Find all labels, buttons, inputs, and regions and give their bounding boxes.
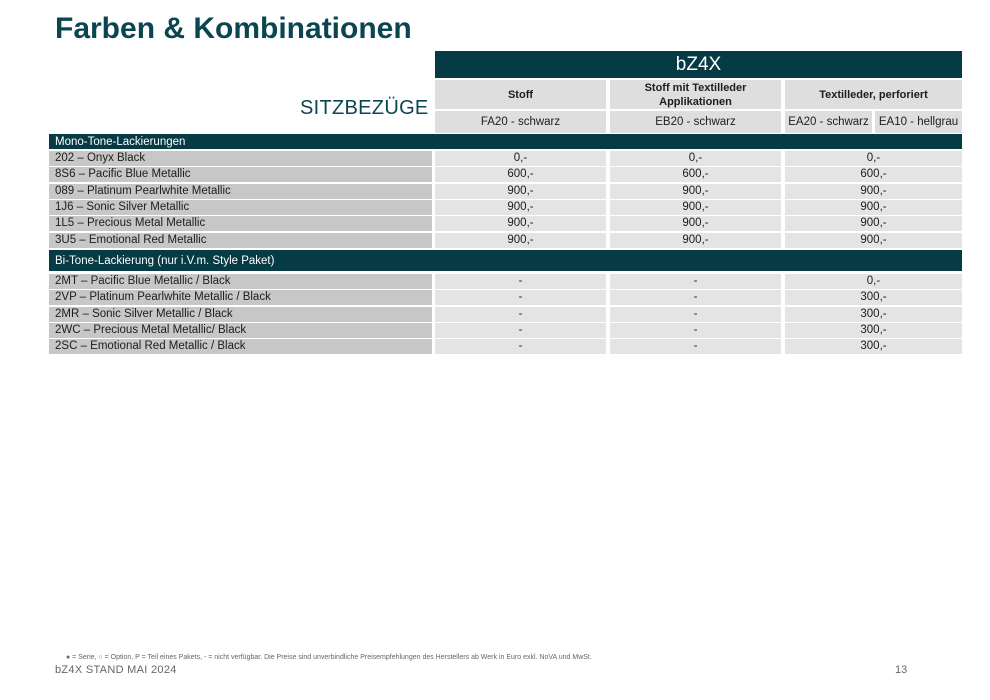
price-cell: 900,- xyxy=(785,184,962,199)
upholstery-code-fa20: FA20 - schwarz xyxy=(435,111,606,133)
color-label: 089 – Platinum Pearlwhite Metallic xyxy=(49,184,432,199)
page-title: Farben & Kombinationen xyxy=(55,12,412,45)
price-cell: - xyxy=(610,307,781,322)
color-label: 2VP – Platinum Pearlwhite Metallic / Black xyxy=(49,290,432,305)
price-cell: 600,- xyxy=(610,167,781,182)
price-cell: - xyxy=(435,290,606,305)
price-cell: 600,- xyxy=(785,167,962,182)
color-label: 2MT – Pacific Blue Metallic / Black xyxy=(49,274,432,289)
upholstery-header-stoff: Stoff xyxy=(435,80,606,109)
color-label: 202 – Onyx Black xyxy=(49,151,432,166)
color-label: 8S6 – Pacific Blue Metallic xyxy=(49,167,432,182)
price-cell: 0,- xyxy=(610,151,781,166)
price-cell: 0,- xyxy=(785,274,962,289)
page-number: 13 xyxy=(895,664,908,676)
color-label: 1L5 – Precious Metal Metallic xyxy=(49,216,432,231)
footer-model-date: bZ4X STAND MAI 2024 xyxy=(55,664,177,676)
price-cell: - xyxy=(435,339,606,354)
price-cell: - xyxy=(610,323,781,338)
price-cell: 900,- xyxy=(610,184,781,199)
section-header: Mono-Tone-Lackierungen xyxy=(49,134,962,149)
price-cell: 900,- xyxy=(610,216,781,231)
price-cell: 300,- xyxy=(785,339,962,354)
color-label: 2WC – Precious Metal Metallic/ Black xyxy=(49,323,432,338)
price-cell: 900,- xyxy=(785,233,962,248)
price-cell: 600,- xyxy=(435,167,606,182)
price-cell: 900,- xyxy=(785,200,962,215)
price-cell: 900,- xyxy=(610,200,781,215)
price-cell: 900,- xyxy=(435,184,606,199)
price-cell: 900,- xyxy=(610,233,781,248)
section-header: Bi-Tone-Lackierung (nur i.V.m. Style Paket) xyxy=(49,250,962,271)
upholstery-code-ea10: EA10 - hellgrau xyxy=(875,111,962,133)
price-cell: 0,- xyxy=(785,151,962,166)
upholstery-code-eb20: EB20 - schwarz xyxy=(610,111,781,133)
price-cell: - xyxy=(435,323,606,338)
model-header: bZ4X xyxy=(435,51,962,78)
upholstery-header-textilleder-applikationen: Stoff mit Textilleder Applikationen xyxy=(610,80,781,109)
price-cell: 900,- xyxy=(435,233,606,248)
price-cell: 0,- xyxy=(435,151,606,166)
price-cell: 300,- xyxy=(785,290,962,305)
color-label: 1J6 – Sonic Silver Metallic xyxy=(49,200,432,215)
price-cell: - xyxy=(610,339,781,354)
color-label: 2MR – Sonic Silver Metallic / Black xyxy=(49,307,432,322)
upholstery-header-textilleder-perforiert: Textilleder, perforiert xyxy=(785,80,962,109)
legend-footnote: ● = Serie, ○ = Option, P = Teil eines Pakets, - = nicht verfügbar. Die Preise sind unverbindliche Preisempfehlungen des Herstellers ab Werk in Euro exkl. NoVA und MwSt. xyxy=(66,654,592,661)
price-cell: 900,- xyxy=(435,216,606,231)
upholstery-code-ea20: EA20 - schwarz xyxy=(785,111,872,133)
color-label: 2SC – Emotional Red Metallic / Black xyxy=(49,339,432,354)
color-label: 3U5 – Emotional Red Metallic xyxy=(49,233,432,248)
price-cell: 900,- xyxy=(785,216,962,231)
price-cell: - xyxy=(610,290,781,305)
price-cell: - xyxy=(435,274,606,289)
price-cell: 300,- xyxy=(785,323,962,338)
price-cell: 900,- xyxy=(435,200,606,215)
price-cell: - xyxy=(435,307,606,322)
seat-covers-label: SITZBEZÜGE xyxy=(300,97,429,119)
price-cell: - xyxy=(610,274,781,289)
price-cell: 300,- xyxy=(785,307,962,322)
